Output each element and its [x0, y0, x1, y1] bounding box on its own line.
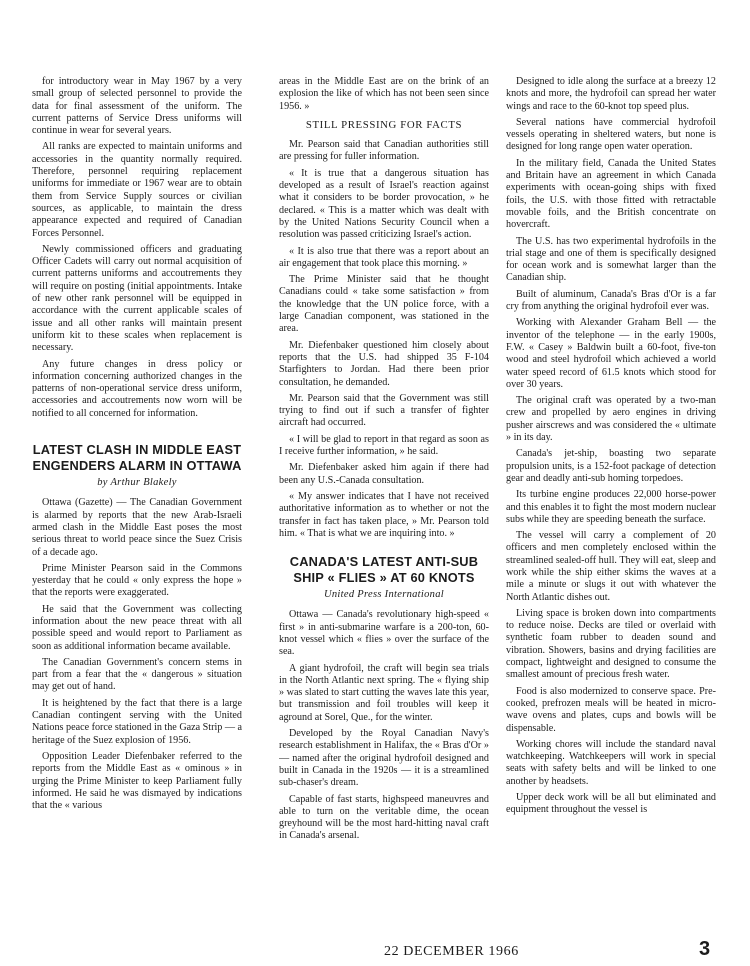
body-paragraph: Ottawa — Canada's revolutionary high-speed « first » in anti-submarine warfare is a 200-ton, 60-knot vessel which « flies » over the surface of the sea.: [279, 609, 489, 658]
body-paragraph: The original craft was operated by a two-man crew and propelled by aero engines in driving pusher airscrews and was considered the « ultimate » in its day.: [506, 395, 716, 444]
body-paragraph: A giant hydrofoil, the craft will begin sea trials in the North Atlantic next spring. The « flying ship » was slated to start cutting the waves late this year, but transmission and foil troubles will keep it aground at Sorel, Que., for the winter.: [279, 662, 489, 723]
body-paragraph: Ottawa (Gazette) — The Canadian Government is alarmed by reports that the new Arab-Israeli armed clash in the Middle East poses the most serious threat to world peace since the Suez Crisis of a decade ago.: [32, 497, 242, 558]
body-paragraph: « It is also true that there was a report about an air engagement that took place this morning. »: [279, 245, 489, 269]
body-paragraph: areas in the Middle East are on the brink of an explosion the like of which has not been seen since 1956. »: [279, 76, 489, 112]
body-paragraph: Upper deck work will be all but eliminated and equipment throughout the vessel is: [506, 792, 716, 816]
body-paragraph: All ranks are expected to maintain uniforms and accessories in the quantity normally required. Therefore, personnel requiring replacement uniforms for immediate or 1967 wear are to obtain them from Service Supply sources or civilian sources, as applicable, to maintain the dress appearance expected and required of Canadian Forces Personnel.: [32, 141, 242, 239]
body-paragraph: Any future changes in dress policy or information concerning authorized changes in the patterns of non-operational service dress uniform, accessories and accoutrements now worn will be notified to all concerned for information.: [32, 358, 242, 419]
body-paragraph: Living space is broken down into compartments to reduce noise. Decks are tiled or overlaid with synthetic foam rubber to deaden sound and vibration. Showers, basins and drying facilities are compact, lightweight and designed to consume the smallest amount of precious fresh water.: [506, 607, 716, 681]
body-paragraph: « It is true that a dangerous situation has developed as a result of Israel's reaction against what it considers to be border provocation, » he declared. « This is a matter which was dealt with by the United Nations Security Council when a resolution was passed criticizing Israel's action.: [279, 167, 489, 241]
article-byline: United Press International: [324, 589, 444, 601]
body-paragraph: In the military field, Canada the United States and Britain have an agreement in which Canada experiments with ocean-going ships with fixed foils, the U.S. with those fitted with retractable movable foils, and the British concentrate on hovercraft.: [506, 157, 716, 231]
body-paragraph: Canada's jet-ship, boasting two separate propulsion units, is a 152-foot package of detection gear and deadly anti-sub homing torpedoes.: [506, 448, 716, 484]
article-byline: by Arthur Blakely: [97, 477, 177, 489]
body-paragraph: Working chores will include the standard naval watchkeeping. Watchkeepers will work in special seats with safety belts and will be linked to one another by headsets.: [506, 738, 716, 787]
body-paragraph: The vessel will carry a complement of 20 officers and men completely enclosed within the streamlined sealed-off hull. They will eat, sleep and work while the ship either skims the waves at a mile a minute or slugs it out with whatever the North Atlantic dishes out.: [506, 530, 716, 603]
body-paragraph: Developed by the Royal Canadian Navy's research establishment in Halifax, the « Bras d'Or » — named after the original hydrofoil designed and built in Canada in the 1920s — it is a streamlined sub-chaser's dream.: [279, 728, 489, 789]
body-paragraph: Designed to idle along the surface at a breezy 12 knots and more, the hydrofoil can spread her water wings and race to the 60-knot top speed plus.: [506, 76, 716, 112]
body-paragraph: It is heightened by the fact that there is a large Canadian contingent serving with the United Nations peace force stationed in the Gaza Strip — a heritage of the Suez explosion of 1956.: [32, 697, 242, 746]
body-paragraph: Food is also modernized to conserve space. Pre-cooked, prefrozen meals will be heated in micro-wave ovens and plates, cups and bowls will be dispensable.: [506, 685, 716, 734]
body-paragraph: The Prime Minister said that he thought Canadians could « take some satisfaction » from the knowledge that the UN police force, with a large Canadian component, was stationed in the area.: [279, 274, 489, 335]
body-paragraph: Newly commissioned officers and graduating Officer Cadets will carry out normal acquisition of current patterns uniforms and accoutrements they will require on posting (initial appointments. Intake of new other rank personnel will be equipped in accordance with the current applicable scales of issue and all other ranks will maintain present uniform kit to these scales when replacement is necessary.: [32, 243, 242, 354]
article-headline: CANADA'S LATEST ANTI-SUB SHIP « FLIES » AT 60 KNOTS: [289, 554, 479, 586]
body-paragraph: Mr. Pearson said that Canadian authorities still are pressing for fuller information.: [279, 139, 489, 163]
body-paragraph: Several nations have commercial hydrofoil vessels operating in sheltered waters, but none is designed for long range open water operation.: [506, 116, 716, 153]
body-paragraph: Built of aluminum, Canada's Bras d'Or is a far cry from anything the original hydrofoil ever was.: [506, 288, 716, 313]
page-number: 3: [699, 938, 711, 960]
body-paragraph: « My answer indicates that I have not received authoritative information as to whether or not the transfer in fact has taken place, » Mr. Pearson told him. « That is what we are inquiring into. »: [279, 490, 489, 539]
article-headline: LATEST CLASH IN MIDDLE EAST ENGENDERS ALARM IN OTTAWA: [32, 442, 242, 474]
body-paragraph: Mr. Diefenbaker asked him again if there had been any U.S.-Canada consultation.: [279, 462, 489, 486]
body-paragraph: Working with Alexander Graham Bell — the inventor of the telephone — in the early 1900s, F.W. « Casey » Baldwin built a 60-foot, five-ton wood and steel hydrofoil which achieved a world water speed record of 61.5 knots which stood for over 30 years.: [506, 317, 716, 390]
body-paragraph: for introductory wear in May 1967 by a very small group of selected personnel to provide the data for final assessment of the uniform. The current patterns of Service Dress uniforms will continue in wear for several years.: [32, 76, 242, 137]
column-1: [32, 76, 242, 946]
column-2: [279, 76, 489, 946]
body-paragraph: Opposition Leader Diefenbaker referred to the reports from the Middle East as « ominous » in urging the Prime Minister to keep Parliament fully informed. He said he was dismayed by indications that the « various: [32, 750, 242, 812]
body-paragraph: Its turbine engine produces 22,000 horse-power and this enables it to fight the most modern nuclear subs while they are speeding beneath the surface.: [506, 489, 716, 525]
body-paragraph: The Canadian Government's concern stems in part from a fear that the « dangerous » situation may get out of hand.: [32, 656, 242, 693]
issue-date: 22 DECEMBER 1966: [384, 944, 519, 959]
section-subhead: STILL PRESSING FOR FACTS: [305, 118, 463, 131]
column-3: [506, 76, 716, 946]
body-paragraph: Mr. Diefenbaker questioned him closely about reports that the U.S. had shipped 35 F-104 Starfighters to Jordan. Had there been prior consultation, he demanded.: [279, 339, 489, 388]
body-paragraph: Mr. Pearson said that the Government was still trying to find out if such a transfer of fighter aircraft had occurred.: [279, 392, 489, 429]
body-paragraph: He said that the Government was collecting information about the new peace threat with all possible speed and would report to Parliament as soon as additional information became available.: [32, 603, 242, 652]
body-paragraph: The U.S. has two experimental hydrofoils in the trial stage and one of them is specifically designed for ocean work and is somewhat larger than the Canadian ship.: [506, 235, 716, 284]
body-paragraph: « I will be glad to report in that regard as soon as I receive further information, » he said.: [279, 433, 489, 458]
body-paragraph: Capable of fast starts, highspeed maneuvres and able to turn on the veritable dime, the ocean greyhound will be the most hard-hitting naval craft in Canada's arsenal.: [279, 793, 489, 842]
body-paragraph: Prime Minister Pearson said in the Commons yesterday that he could « only express the hope » that the reports were exaggerated.: [32, 562, 242, 599]
